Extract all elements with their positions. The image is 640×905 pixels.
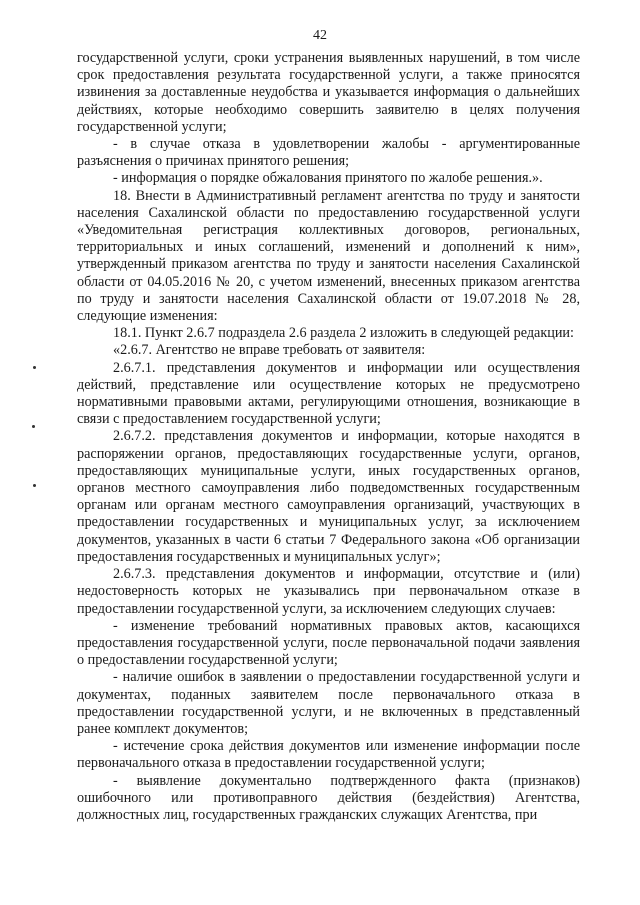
paragraph: «2.6.7. Агентство не вправе требовать от заявителя:	[113, 342, 426, 359]
page-number: 42	[313, 28, 327, 43]
paragraph: 2.6.7.3. представления документов и информации, отсутствие и (или) недостоверность которых не указывались при первоначальном отказе в предоставлении государственной услуги, за исключением следующих случаев:	[77, 566, 580, 617]
paragraph: - изменение требований нормативных правовых актов, касающихся предоставления государственной услуги, после первоначальной подачи заявления о предоставлении государственной услуги;	[77, 617, 580, 669]
paragraph: - истечение срока действия документов или изменение информации после первоначального отказа в предоставлении государственной услуги;	[77, 738, 580, 772]
paragraph: 2.6.7.1. представления документов и информации или осуществления действий, представление или осуществление которых не предусмотрено нормативными правовыми актами, регулирующими отношения, возникающие в связи с предоставлением государственной услуги;	[77, 359, 580, 428]
paragraph: 18. Внести в Административный регламент агентства по труду и занятости населения Сахалинской области по предоставлению государственной услуги «Уведомительная регистрация коллективных договоров, региональных, территориальных и иных соглашений, изменений и дополнений к ним», утвержденный приказом агентства по труду и занятости населения Сахалинской области от 04.05.2016 № 20, с учетом изменений, внесенных приказом агентства по труду и занятости населения Сахалинской области от 19.07.2018 № 28, следующие изменения:	[77, 187, 580, 325]
margin-dot-2	[32, 425, 35, 428]
paragraph: - в случае отказа в удовлетворении жалобы - аргументированные разъяснения о причинах принятого решения;	[77, 136, 580, 170]
margin-dot-1	[33, 366, 36, 369]
paragraph: государственной услуги, сроки устранения выявленных нарушений, в том числе срок предоставления результата государственной услуги, а также приносятся извинения за доставленные неудобства и указывается информация о дальнейших действиях, которые необходимо совершить заявителю в целях получения государственной услуги;	[77, 50, 580, 135]
paragraph: - выявление документально подтвержденного факта (признаков) ошибочного или противоправного действия (бездействия) Агентства, должностных лиц, государственных гражданских служащих Агентства, при	[77, 772, 580, 823]
margin-dot-3	[33, 484, 36, 487]
paragraph: 2.6.7.2. представления документов и информации, которые находятся в распоряжении органов, предоставляющих государственные услуги, органов, предоставляющих муниципальные услуги, иных государственных органов, органов местного самоуправления либо подведомственных государственным органам или органам местного самоуправления организаций, участвующих в предоставлении государственных и муниципальных услуг, за исключением документов, указанных в части 6 статьи 7 Федерального закона «Об организации предоставления государственных и муниципальных услуг»;	[77, 428, 580, 565]
paragraph: 18.1. Пункт 2.6.7 подраздела 2.6 раздела 2 изложить в следующей редакции:	[113, 325, 574, 342]
document-body	[77, 50, 580, 824]
paragraph: - наличие ошибок в заявлении о предоставлении государственной услуги и документах, поданных заявителем после первоначального отказа в предоставлении государственной услуги, и не включенных в представленный ранее комплект документов;	[77, 669, 580, 737]
paragraph: - информация о порядке обжалования принятого по жалобе решения.».	[113, 170, 543, 187]
